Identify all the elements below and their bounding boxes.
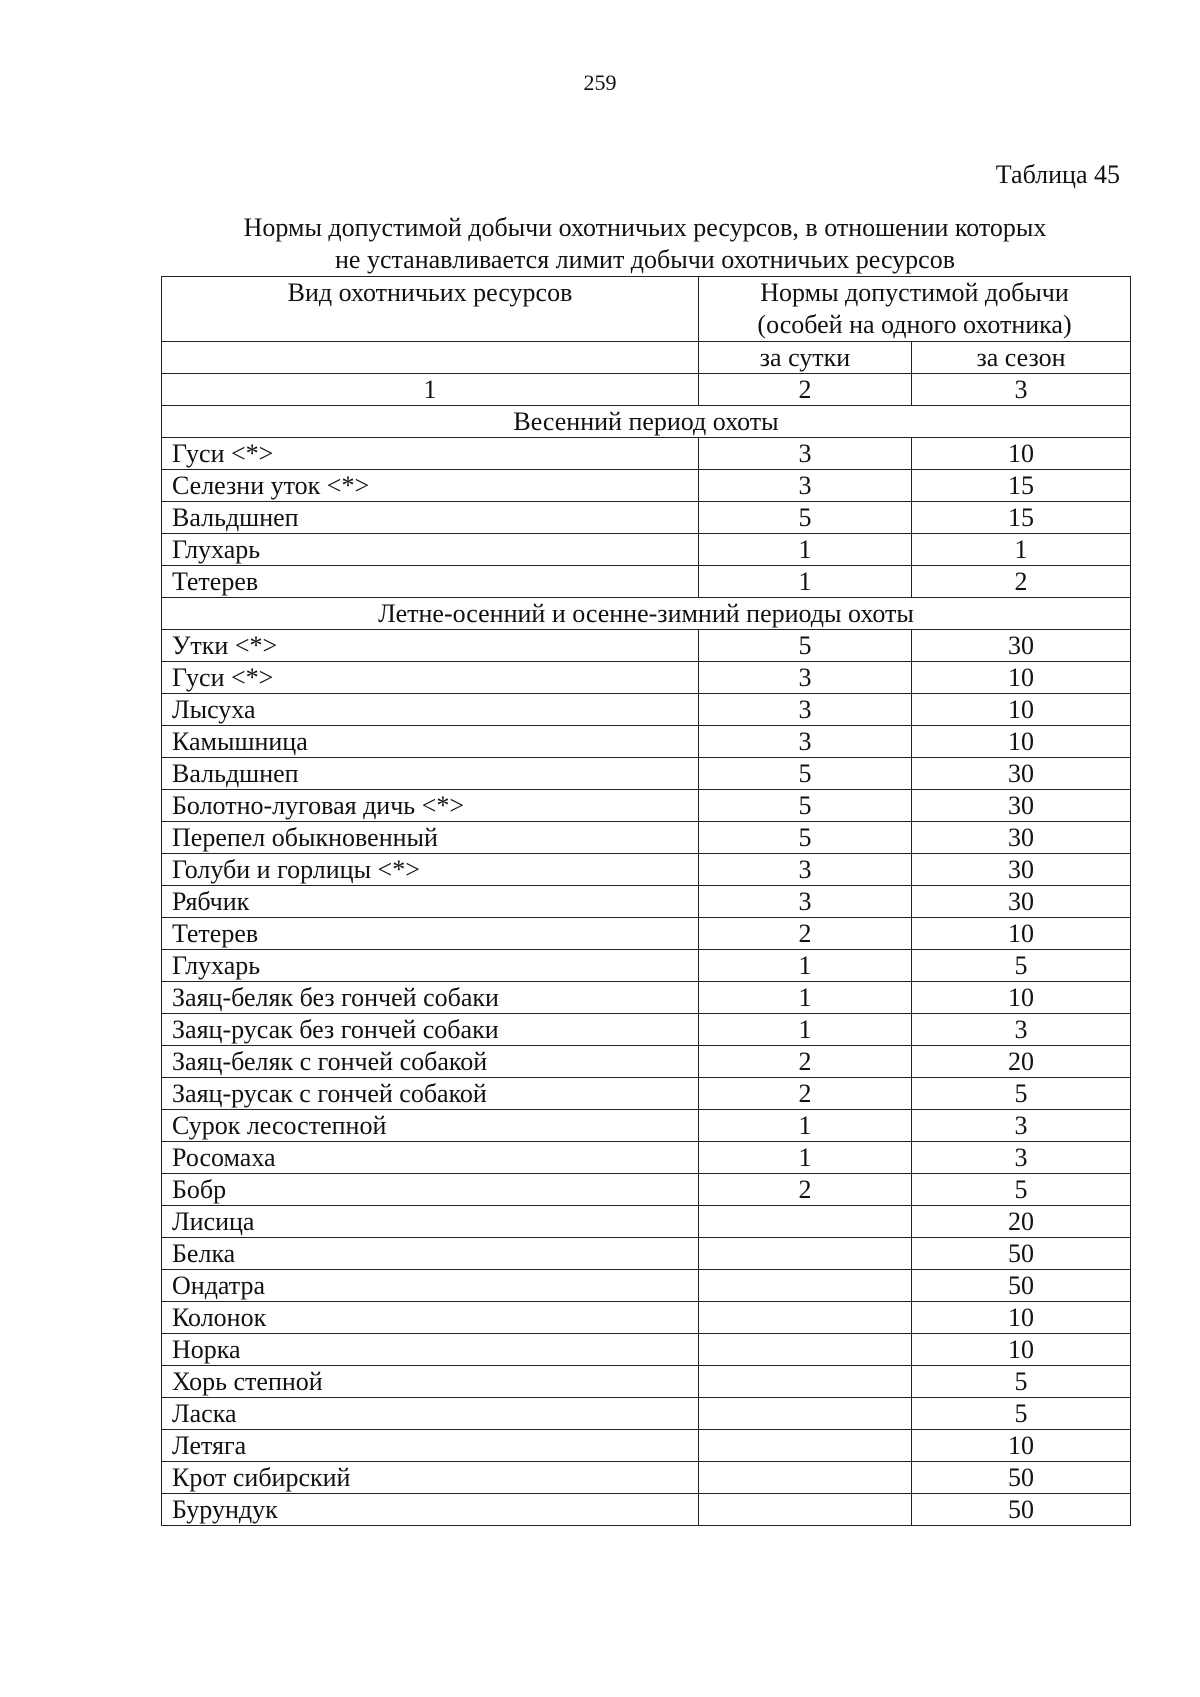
table-row xyxy=(162,758,1131,790)
per-season-cell: 1 xyxy=(912,534,1131,566)
header-species: Вид охотничьих ресурсов xyxy=(162,277,699,342)
species-name-cell: Заяц-беляк с гончей собакой xyxy=(162,1046,699,1078)
table-row xyxy=(162,1366,1131,1398)
table-row xyxy=(162,438,1131,470)
per-season-cell: 30 xyxy=(912,886,1131,918)
species-name-cell: Рябчик xyxy=(162,886,699,918)
species-name-cell: Хорь степной xyxy=(162,1366,699,1398)
per-season-cell: 10 xyxy=(912,1302,1131,1334)
per-season-cell: 30 xyxy=(912,758,1131,790)
per-day-cell: 1 xyxy=(699,1110,912,1142)
per-day-cell: 2 xyxy=(699,1174,912,1206)
species-name-cell: Заяц-русак с гончей собакой xyxy=(162,1078,699,1110)
table-row xyxy=(162,1494,1131,1526)
table-row xyxy=(162,694,1131,726)
per-season-cell: 5 xyxy=(912,1366,1131,1398)
per-season-cell: 10 xyxy=(912,982,1131,1014)
table-row xyxy=(162,822,1131,854)
table-row xyxy=(162,854,1131,886)
per-season-cell: 10 xyxy=(912,438,1131,470)
page-number: 259 xyxy=(583,70,617,95)
per-season-cell: 5 xyxy=(912,1078,1131,1110)
table-label: Таблица 45 xyxy=(995,160,1120,189)
per-season-cell: 30 xyxy=(912,790,1131,822)
per-day-cell: 1 xyxy=(699,534,912,566)
per-day-cell: 5 xyxy=(699,502,912,534)
per-day-cell: 1 xyxy=(699,950,912,982)
species-name-cell: Селезни уток <*> xyxy=(162,470,699,502)
table-row xyxy=(162,1142,1131,1174)
species-name-cell: Лисица xyxy=(162,1206,699,1238)
header-norms xyxy=(699,277,1131,342)
per-day-cell xyxy=(699,1398,912,1430)
per-day-cell: 2 xyxy=(699,1078,912,1110)
caption-line-2: не устанавливается лимит добычи охотничьих ресурсов xyxy=(335,245,955,274)
norms-table xyxy=(161,276,1131,1526)
species-name-cell: Заяц-беляк без гончей собаки xyxy=(162,982,699,1014)
table-row xyxy=(162,1174,1131,1206)
species-name-cell: Гуси <*> xyxy=(162,438,699,470)
table-row xyxy=(162,982,1131,1014)
header-per-season: за сезон xyxy=(912,342,1131,374)
species-name-cell: Глухарь xyxy=(162,534,699,566)
table-row xyxy=(162,886,1131,918)
table-row xyxy=(162,1078,1131,1110)
column-number-2: 2 xyxy=(699,374,912,406)
table-caption xyxy=(160,212,1130,276)
section-title: Летне-осенний и осенне-зимний периоды охоты xyxy=(162,598,1131,630)
species-name-cell: Бурундук xyxy=(162,1494,699,1526)
per-day-cell xyxy=(699,1430,912,1462)
per-season-cell: 5 xyxy=(912,950,1131,982)
per-day-cell xyxy=(699,1334,912,1366)
species-name-cell: Глухарь xyxy=(162,950,699,982)
per-season-cell: 50 xyxy=(912,1238,1131,1270)
table-row xyxy=(162,1430,1131,1462)
per-day-cell xyxy=(699,1270,912,1302)
table-row xyxy=(162,1334,1131,1366)
species-name-cell: Сурок лесостепной xyxy=(162,1110,699,1142)
species-name-cell: Колонок xyxy=(162,1302,699,1334)
table-row xyxy=(162,950,1131,982)
per-day-cell: 3 xyxy=(699,694,912,726)
per-season-cell: 2 xyxy=(912,566,1131,598)
per-season-cell: 50 xyxy=(912,1270,1131,1302)
per-season-cell: 30 xyxy=(912,630,1131,662)
per-season-cell: 10 xyxy=(912,918,1131,950)
per-day-cell: 3 xyxy=(699,470,912,502)
table-row xyxy=(162,502,1131,534)
table-row xyxy=(162,1238,1131,1270)
species-name-cell: Болотно-луговая дичь <*> xyxy=(162,790,699,822)
per-day-cell xyxy=(699,1366,912,1398)
per-day-cell: 1 xyxy=(699,1142,912,1174)
section-row xyxy=(162,406,1131,438)
section-row xyxy=(162,598,1131,630)
per-day-cell: 3 xyxy=(699,854,912,886)
subheader-empty xyxy=(162,342,699,374)
per-season-cell: 15 xyxy=(912,470,1131,502)
species-name-cell: Тетерев xyxy=(162,566,699,598)
per-day-cell xyxy=(699,1238,912,1270)
per-day-cell xyxy=(699,1494,912,1526)
caption-line-1: Нормы допустимой добычи охотничьих ресурсов, в отношении которых xyxy=(243,213,1047,242)
per-season-cell: 3 xyxy=(912,1014,1131,1046)
table-row xyxy=(162,1462,1131,1494)
species-name-cell: Бобр xyxy=(162,1174,699,1206)
per-season-cell: 15 xyxy=(912,502,1131,534)
per-season-cell: 10 xyxy=(912,694,1131,726)
header-norms-line-2: (особей на одного охотника) xyxy=(757,310,1072,339)
per-season-cell: 50 xyxy=(912,1494,1131,1526)
subheader-row xyxy=(162,342,1131,374)
section-title: Весенний период охоты xyxy=(162,406,1131,438)
per-season-cell: 10 xyxy=(912,1430,1131,1462)
species-name-cell: Белка xyxy=(162,1238,699,1270)
per-season-cell: 10 xyxy=(912,1334,1131,1366)
header-norms-line-1: Нормы допустимой добычи xyxy=(760,278,1069,307)
species-name-cell: Лысуха xyxy=(162,694,699,726)
species-name-cell: Заяц-русак без гончей собаки xyxy=(162,1014,699,1046)
table-row xyxy=(162,534,1131,566)
per-season-cell: 10 xyxy=(912,726,1131,758)
per-day-cell: 1 xyxy=(699,1014,912,1046)
per-day-cell: 5 xyxy=(699,790,912,822)
species-name-cell: Гуси <*> xyxy=(162,662,699,694)
table-row xyxy=(162,1014,1131,1046)
species-name-cell: Вальдшнеп xyxy=(162,758,699,790)
species-name-cell: Росомаха xyxy=(162,1142,699,1174)
per-day-cell: 3 xyxy=(699,886,912,918)
per-season-cell: 10 xyxy=(912,662,1131,694)
per-season-cell: 30 xyxy=(912,822,1131,854)
per-day-cell: 2 xyxy=(699,1046,912,1078)
per-season-cell: 5 xyxy=(912,1174,1131,1206)
table-row xyxy=(162,470,1131,502)
column-number-3: 3 xyxy=(912,374,1131,406)
per-season-cell: 5 xyxy=(912,1398,1131,1430)
per-season-cell: 3 xyxy=(912,1142,1131,1174)
table-row xyxy=(162,726,1131,758)
per-day-cell: 1 xyxy=(699,566,912,598)
per-day-cell: 5 xyxy=(699,630,912,662)
species-name-cell: Ондатра xyxy=(162,1270,699,1302)
table-row xyxy=(162,662,1131,694)
table-row xyxy=(162,1206,1131,1238)
table-row xyxy=(162,1046,1131,1078)
header-row xyxy=(162,277,1131,342)
per-day-cell: 1 xyxy=(699,982,912,1014)
table-row xyxy=(162,1110,1131,1142)
table-row xyxy=(162,1398,1131,1430)
table-row xyxy=(162,1302,1131,1334)
species-name-cell: Крот сибирский xyxy=(162,1462,699,1494)
per-day-cell: 3 xyxy=(699,662,912,694)
per-day-cell: 3 xyxy=(699,726,912,758)
species-name-cell: Норка xyxy=(162,1334,699,1366)
species-name-cell: Вальдшнеп xyxy=(162,502,699,534)
per-day-cell: 5 xyxy=(699,758,912,790)
per-day-cell: 5 xyxy=(699,822,912,854)
column-number-1: 1 xyxy=(162,374,699,406)
table-row xyxy=(162,566,1131,598)
species-name-cell: Летяга xyxy=(162,1430,699,1462)
column-number-row xyxy=(162,374,1131,406)
species-name-cell: Голуби и горлицы <*> xyxy=(162,854,699,886)
header-per-day: за сутки xyxy=(699,342,912,374)
per-day-cell: 2 xyxy=(699,918,912,950)
per-season-cell: 30 xyxy=(912,854,1131,886)
table-row xyxy=(162,918,1131,950)
per-day-cell xyxy=(699,1302,912,1334)
per-season-cell: 20 xyxy=(912,1046,1131,1078)
per-season-cell: 3 xyxy=(912,1110,1131,1142)
species-name-cell: Тетерев xyxy=(162,918,699,950)
per-day-cell: 3 xyxy=(699,438,912,470)
per-day-cell xyxy=(699,1462,912,1494)
species-name-cell: Перепел обыкновенный xyxy=(162,822,699,854)
per-season-cell: 20 xyxy=(912,1206,1131,1238)
table-row xyxy=(162,790,1131,822)
table-row xyxy=(162,1270,1131,1302)
per-day-cell xyxy=(699,1206,912,1238)
per-season-cell: 50 xyxy=(912,1462,1131,1494)
species-name-cell: Утки <*> xyxy=(162,630,699,662)
species-name-cell: Ласка xyxy=(162,1398,699,1430)
species-name-cell: Камышница xyxy=(162,726,699,758)
table-row xyxy=(162,630,1131,662)
